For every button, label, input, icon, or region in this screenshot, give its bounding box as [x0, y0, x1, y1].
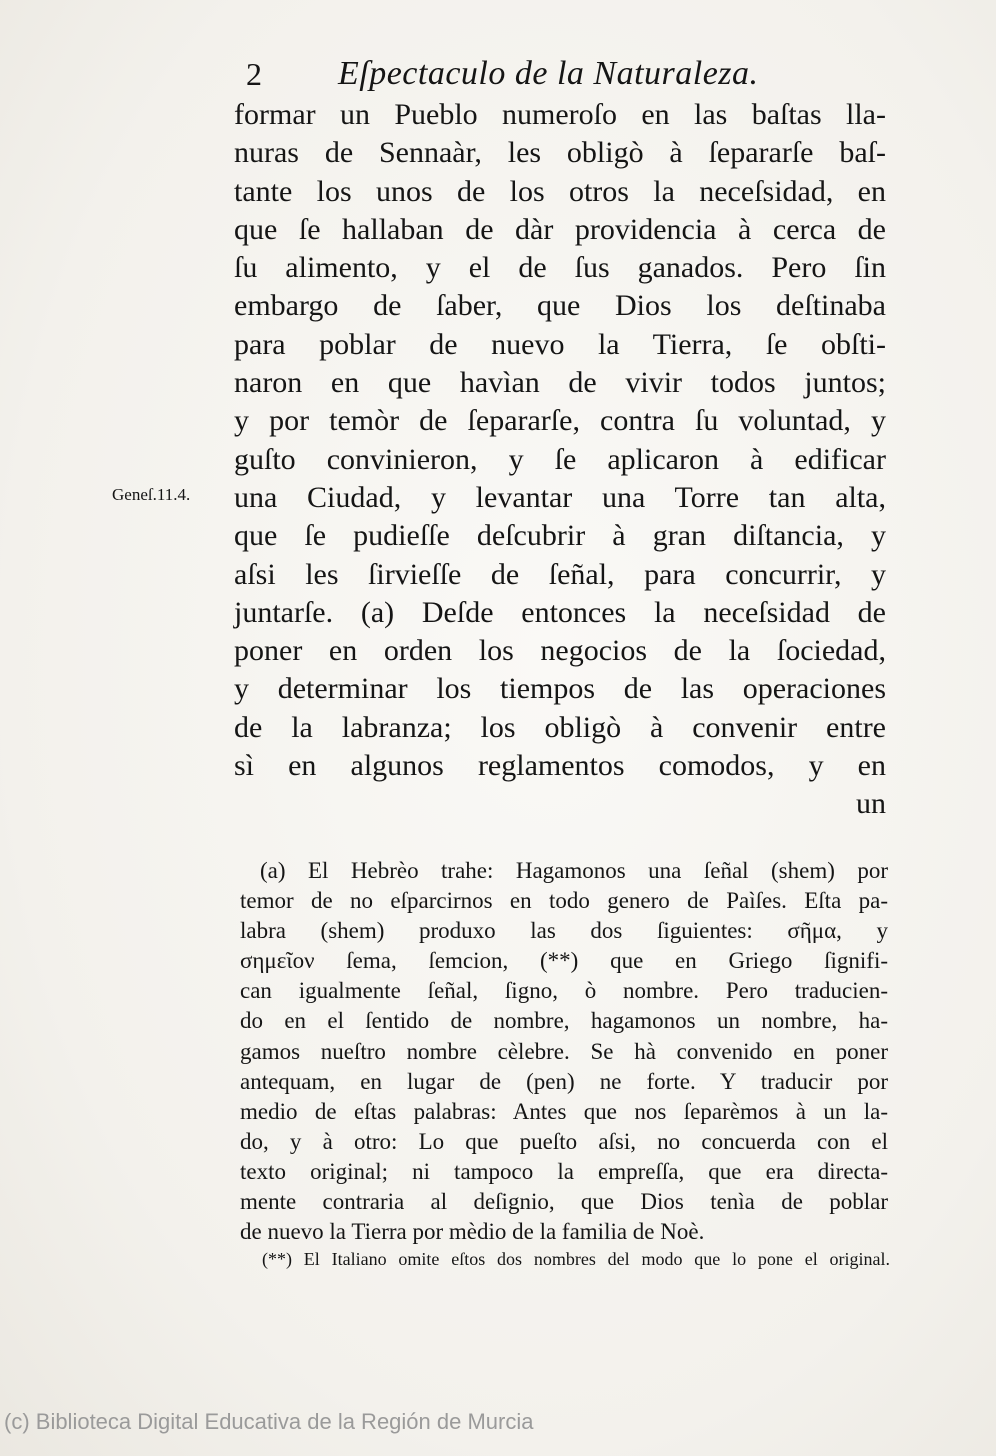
- footnote-line: labra (shem) produxo las dos ſiguientes: σῆμα, y: [240, 918, 888, 944]
- text-line: de la labranza; los obligò à convenir entre: [234, 710, 886, 744]
- footnote-line: temor de no eſparcirnos en todo genero de Paìſes. Eſta pa-: [240, 888, 888, 914]
- text-line: que ſe hallaban de dàr providencia à cerca de: [234, 212, 886, 246]
- text-line: formar un Pueblo numeroſo en las baſtas lla-: [234, 98, 886, 131]
- text-line: que ſe pudieſſe deſcubrir à gran diſtancia, y: [234, 519, 886, 553]
- catchword: un: [856, 787, 886, 821]
- text-line: una Ciudad, y levantar una Torre tan alta,: [234, 480, 886, 514]
- footnote-double-asterisk: (**) El Italiano omite eſtos dos nombres del modo que lo pone el original.: [262, 1249, 890, 1269]
- page-number: 2: [246, 56, 262, 92]
- text-line: y por temòr de ſepararſe, contra ſu voluntad, y: [234, 404, 886, 438]
- text-line: sì en algunos reglamentos comodos, y en: [234, 749, 886, 783]
- text-line: poner en orden los negocios de la ſociedad,: [234, 634, 886, 668]
- footnote-line: σημεῖον ſema, ſemcion, (**) que en Griego ſignifi-: [240, 948, 888, 974]
- footnote-line: medio de eſtas palabras: Antes que nos ſeparèmos à un la-: [240, 1098, 888, 1124]
- main-text: [234, 96, 886, 824]
- footnote-line: de nuevo la Tierra por mèdio de la familia de Noè.: [240, 1219, 705, 1245]
- text-line: naron en que havìan de vivir todos juntos;: [234, 366, 886, 400]
- footnote-line: do en el ſentido de nombre, hagamonos un nombre, ha-: [240, 1008, 888, 1034]
- text-line: nuras de Sennaàr, les obligò à ſepararſe baſ-: [234, 136, 886, 170]
- copyright-watermark: (c) Biblioteca Digital Educativa de la Región de Murcia: [4, 1409, 534, 1434]
- text-line: juntarſe. (a) Deſde entonces la neceſsidad de: [234, 595, 886, 629]
- text-line: tante los unos de los otros la neceſsidad, en: [234, 174, 886, 208]
- footnote-line: texto original; ni tampoco la empreſſa, que era directa-: [240, 1158, 888, 1184]
- footnote-line: can igualmente ſeñal, ſigno, ò nombre. Pero traducien-: [240, 978, 888, 1004]
- text-line: guſto convinieron, y ſe aplicaron à edificar: [234, 442, 886, 476]
- page-header: [246, 52, 886, 96]
- footnote-line: do, y à otro: Lo que pueſto aſsi, no concuerda con el: [240, 1128, 888, 1154]
- text-line: para poblar de nuevo la Tierra, ſe obſti-: [234, 327, 886, 361]
- text-line: ſu alimento, y el de ſus ganados. Pero ſin: [234, 251, 886, 285]
- margin-reference: Geneſ.11.4.: [112, 485, 191, 504]
- footnote-line: antequam, en lugar de (pen) ne forte. Y traducir por: [240, 1068, 888, 1094]
- text-line: y determinar los tiempos de las operaciones: [234, 672, 886, 706]
- footnote-a: [240, 856, 888, 1247]
- text-line: embargo de ſaber, que Dios los deſtinaba: [234, 289, 886, 323]
- footnote-line: (a) El Hebrèo trahe: Hagamonos una ſeñal (shem) por: [260, 858, 888, 883]
- running-title: Eſpectaculo de la Naturaleza.: [338, 55, 759, 92]
- text-line: aſsi les ſirvieſſe de ſeñal, para concurrir, y: [234, 557, 886, 591]
- footnote-line: gamos nueſtro nombre cèlebre. Se hà convenido en poner: [240, 1038, 888, 1064]
- footnote-line: mente contraria al deſignio, que Dios tenìa de poblar: [240, 1189, 888, 1215]
